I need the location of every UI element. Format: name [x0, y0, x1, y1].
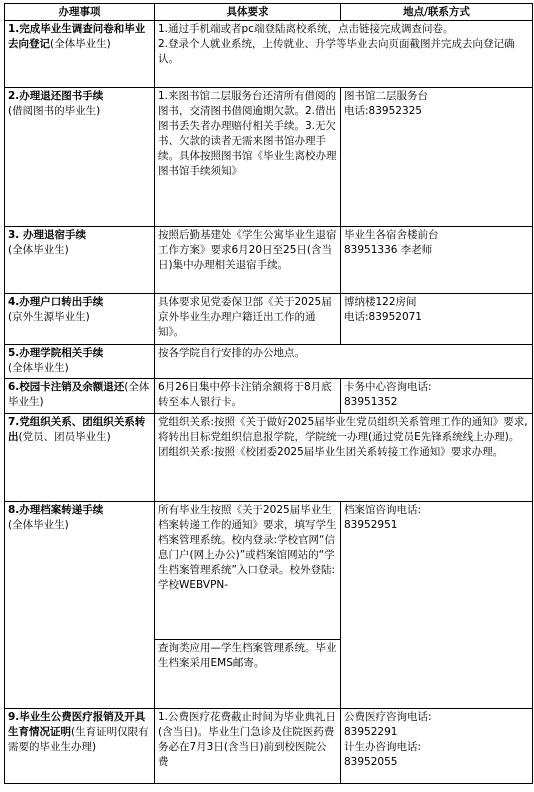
contact-cell: [341, 227, 533, 294]
item-cell: [5, 88, 155, 227]
table-row: [5, 502, 533, 640]
requirement-text: 查询类应用—学生档案管理系统。毕业生档案采用EMS邮寄。: [158, 642, 337, 669]
requirement-text: 1.公费医疗花费截止时间为毕业典礼日(含当日)。毕业生门急诊及住院医药费务必在7月3日(含当日)前到校医院公费: [158, 711, 337, 768]
requirement-cell: [155, 227, 341, 294]
requirement-text: 按照后勤基建处《学生公寓毕业生退宿工作方案》要求6月20日至25日(含当日)集中办理相关退宿手续。: [158, 229, 337, 271]
item-title: 1.完成毕业生调查问卷和毕业去向登记: [8, 23, 146, 50]
requirement-text: 所有毕业生按照《关于2025届毕业生档案转递工作的通知》要求，填写学生档案管理系统。校内登录:学校官网“信息门户(网上办公)”或档案馆网站的“学生档案管理系统”入口登录。校外登陆:学校WEBVPN-: [158, 504, 337, 591]
requirement-cell: [155, 345, 533, 379]
item-cell: [5, 414, 155, 502]
header-requirement: 具体要求: [155, 4, 341, 21]
table-row: [5, 379, 533, 414]
item-title: 3. 办理退宿手续: [8, 229, 86, 241]
requirement-text: 1.通过手机端或者pc端登陆离校系统，点击链接完成调查问卷。: [158, 23, 454, 35]
item-cell: [5, 709, 155, 784]
contact-phone: 电话:83952071: [344, 311, 422, 323]
item-cell: [5, 502, 155, 709]
item-title: 8.办理档案转递手续: [8, 504, 104, 516]
contact-label: 计生办咨询电话:: [344, 741, 422, 753]
item-audience: (京外生源毕业生): [8, 311, 90, 323]
table-row: [5, 88, 533, 227]
item-title: 6.校园卡注销及余额退还: [8, 381, 125, 393]
contact-label: 卡务中心咨询电话:: [344, 381, 432, 393]
contact-phone: 电话:83952325: [344, 105, 422, 117]
header-item: 办理事项: [5, 4, 155, 21]
requirement-cell: [155, 502, 341, 640]
item-cell: [5, 345, 155, 379]
item-audience: (全体毕业生): [8, 381, 150, 408]
requirement-text: 团组织关系:按照《校团委2025届毕业生团关系转接工作通知》要求办理。: [158, 446, 504, 458]
requirement-text: 具体要求见党委保卫部《关于2025届京外毕业生办理户籍迁出工作的通知》。: [158, 296, 332, 338]
item-title: 9.毕业生公费医疗报销及开具生育情况证明: [8, 711, 146, 738]
contact-cell: [341, 294, 533, 345]
contact-cell: [341, 88, 533, 227]
requirement-cell: [155, 88, 341, 227]
item-audience: (借阅图书的毕业生): [8, 105, 101, 117]
contact-location: 博纳楼122房间: [344, 296, 417, 308]
requirement-cell: [155, 640, 341, 709]
item-title: 7.党组织关系、团组织关系转出: [8, 416, 146, 443]
item-cell: [5, 379, 155, 414]
contact-phone: 83952951: [344, 519, 398, 531]
contact-phone: 83951336 李老师: [344, 244, 433, 256]
contact-label: 公费医疗咨询电话:: [344, 711, 432, 723]
item-audience: (党员、团员毕业生): [18, 431, 111, 443]
item-audience: (全体毕业生): [8, 244, 69, 256]
contact-phone: 83952291: [344, 726, 398, 738]
contact-cell: [341, 709, 533, 784]
table-row: [5, 21, 533, 88]
table-row: [5, 709, 533, 784]
header-contact: 地点/联系方式: [341, 4, 533, 21]
contact-location: 图书馆二层服务台: [344, 90, 428, 102]
item-title: 4.办理户口转出手续: [8, 296, 104, 308]
table-row: [5, 227, 533, 294]
table-row: [5, 345, 533, 379]
item-title: 5.办理学院相关手续: [8, 347, 104, 359]
contact-cell: [341, 502, 533, 709]
contact-location: 毕业生各宿舍楼前台: [344, 229, 439, 241]
requirement-text: 2.登录个人就业系统，上传就业、升学等毕业去向页面截图并完成去向登记确认。: [158, 38, 515, 65]
contact-phone: 83952055: [344, 756, 398, 768]
item-audience: (生育证明仅限有需要的毕业生办理): [8, 726, 149, 753]
table-row: [5, 294, 533, 345]
item-cell: [5, 227, 155, 294]
requirement-text: 党组织关系:按照《关于做好2025届毕业生党员组织关系管理工作的通知》要求,将转出目标党组织信息报学院，学院统一办理(通过党员E先锋系统线上办理)。: [158, 416, 528, 443]
item-cell: [5, 294, 155, 345]
requirement-text: 1.来图书馆二层服务台还清所有借阅的图书，交清图书借阅逾期欠款。2.借出图书丢失者办理赔付相关手续。3.无欠书、欠款的读者无需来图书馆办理手续。具体按照图书馆《毕业生离校办理图书馆手续须知》: [158, 90, 337, 177]
contact-cell: [341, 379, 533, 414]
requirement-text: 6月26日集中停卡注销余额将于8月底转至本人银行卡。: [158, 381, 332, 408]
procedures-table: [4, 3, 533, 784]
requirement-cell: [155, 294, 341, 345]
requirement-cell: [155, 21, 533, 88]
table-header-row: [5, 4, 533, 21]
table-row: [5, 414, 533, 502]
item-audience: (全体毕业生): [50, 38, 111, 50]
requirement-cell: [155, 379, 341, 414]
contact-label: 档案馆咨询电话:: [344, 504, 422, 516]
item-audience: (全体毕业生): [8, 362, 69, 374]
requirement-cell: [155, 709, 341, 784]
requirement-text: 按各学院自行安排的办公地点。: [158, 347, 305, 359]
item-audience: (全体毕业生): [8, 519, 69, 531]
requirement-cell: [155, 414, 533, 502]
item-title: 2.办理退还图书手续: [8, 90, 104, 102]
contact-phone: 83951352: [344, 396, 398, 408]
item-cell: [5, 21, 155, 88]
